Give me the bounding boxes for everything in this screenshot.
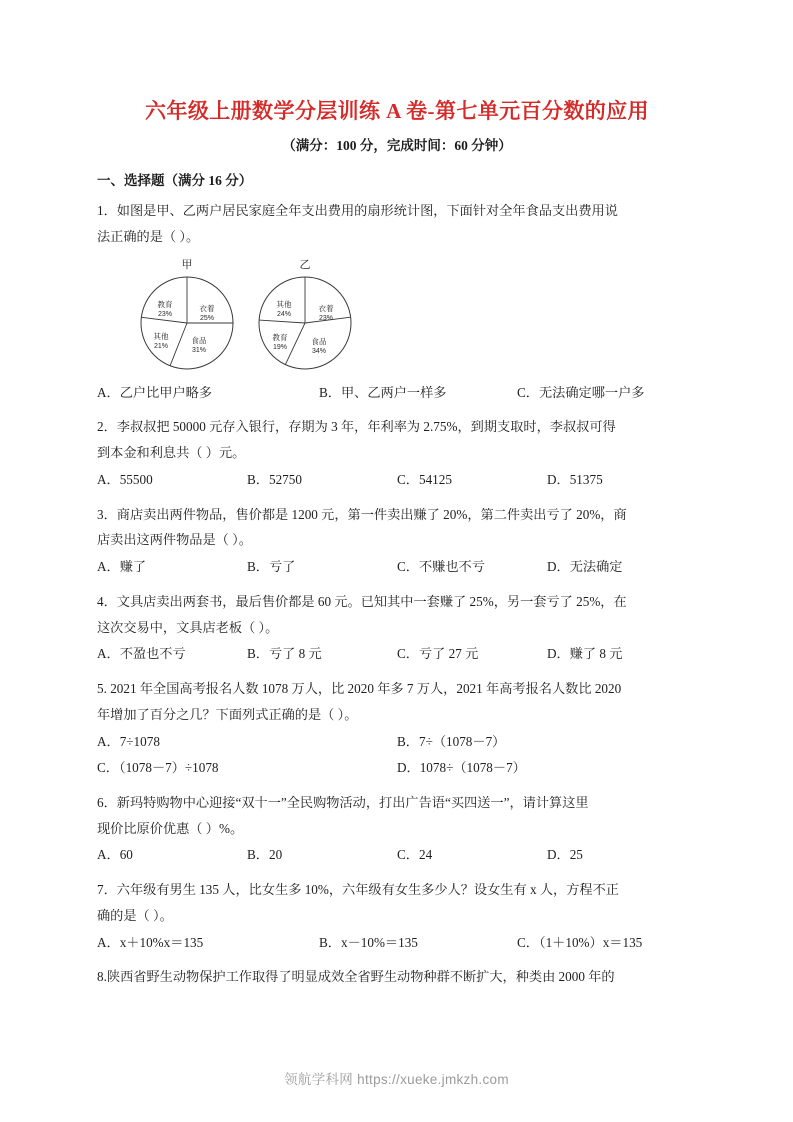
question-2-option-a[interactable]: A．55500	[97, 471, 153, 487]
question-8	[97, 964, 697, 990]
question-6	[97, 790, 697, 868]
question-4-option-d[interactable]: D．赚了 8 元	[547, 646, 623, 662]
question-4-line-1: 4．文具店卖出两套书，最后售价都是 60 元。已知其中一套赚了 25%，另一套亏了 25%，在	[97, 593, 627, 609]
question-7-line-2: 确的是（ ）。	[97, 907, 173, 923]
question-2-option-c[interactable]: C．54125	[397, 471, 452, 487]
question-3-option-b[interactable]: B．亏了	[247, 559, 296, 575]
question-5-option-d[interactable]: D．1078÷（1078－7）	[397, 760, 526, 776]
question-2	[97, 414, 697, 492]
pie-chart-yi-title: 乙	[299, 258, 311, 271]
pie-yi-slice-2-label: 教育	[272, 332, 288, 342]
question-4	[97, 589, 697, 667]
question-4-option-b[interactable]: B．亏了 8 元	[247, 646, 322, 662]
pie-jia-slice-2-value: 21%	[153, 342, 169, 350]
pie-jia-slice-3-label: 教育	[157, 299, 173, 309]
question-5-option-a[interactable]: A．7÷1078	[97, 733, 160, 749]
pie-yi-slice-1-label: 食品	[311, 336, 327, 346]
question-8-line-1: 8.陕西省野生动物保护工作取得了明显成效全省野生动物种群不断扩大，种类由 2000 年的	[97, 969, 615, 985]
question-1-option-c[interactable]: C．无法确定哪一户多	[517, 384, 645, 400]
pie-yi-slice-3-label: 其他	[276, 299, 292, 309]
question-1	[97, 198, 697, 249]
pie-chart-yi-graphic	[255, 273, 355, 373]
pie-yi-slice-1-value: 34%	[311, 347, 327, 355]
pie-jia-slice-0-label: 衣着	[199, 303, 215, 313]
pie-jia-slice-1-value: 31%	[191, 346, 207, 354]
question-5-line-1: 5. 2021 年全国高考报名人数 1078 万人，比 2020 年多 7 万人，2021 年高考报名人数比 2020	[97, 681, 622, 697]
question-3	[97, 502, 697, 580]
page-subtitle: （满分：100 分，完成时间：60 分钟）	[282, 138, 512, 154]
page-content	[97, 0, 697, 990]
pie-jia-slice-1-label: 食品	[191, 335, 207, 345]
question-6-option-b[interactable]: B．20	[247, 847, 283, 863]
question-5-line-2: 年增加了百分之几？下面列式正确的是（ ）。	[97, 706, 358, 722]
question-5	[97, 676, 697, 781]
pie-yi-slice-3-value: 24%	[276, 310, 292, 318]
footer-watermark: 领航学科网 https://xueke.jmkzh.com	[284, 1072, 509, 1087]
question-5-options-row-1	[97, 729, 697, 755]
question-3-option-c[interactable]: C．不赚也不亏	[397, 559, 485, 575]
question-4-options	[97, 641, 697, 667]
question-1-options	[97, 380, 697, 406]
pie-chart-figure	[97, 258, 697, 376]
question-7-option-c[interactable]: C．（1＋10%）x＝135	[517, 934, 643, 950]
question-1-option-a[interactable]: A．乙户比甲户略多	[97, 384, 213, 400]
question-3-options	[97, 554, 697, 580]
question-2-options	[97, 467, 697, 493]
question-2-line-2: 到本金和利息共（ ）元。	[97, 445, 246, 461]
question-1-line-2: 法正确的是（ ）。	[97, 228, 200, 244]
question-6-line-2: 现价比原价优惠（ ）%。	[97, 820, 244, 836]
question-5-option-b[interactable]: B．7÷（1078－7）	[397, 733, 506, 749]
pie-yi-slice-2-value: 19%	[272, 343, 288, 351]
pie-jia-slice-3-value: 23%	[157, 310, 173, 318]
question-1-option-b[interactable]: B．甲、乙两户一样多	[319, 384, 447, 400]
question-6-options	[97, 842, 697, 868]
question-6-line-1: 6．新玛特购物中心迎接“双十一”全民购物活动，打出广告语“买四送一”，请计算这里	[97, 795, 589, 810]
pie-jia-slice-2-label: 其他	[153, 331, 169, 341]
question-3-line-1: 3．商店卖出两件物品，售价都是 1200 元，第一件卖出赚了 20%，第二件卖出亏了 20%，商	[97, 506, 627, 522]
question-6-option-d[interactable]: D．25	[547, 847, 583, 863]
pie-yi-slice-0-value: 23%	[318, 314, 334, 322]
question-4-option-a[interactable]: A．不盈也不亏	[97, 646, 186, 662]
question-3-line-2: 店卖出这两件物品是（ ）。	[97, 532, 252, 548]
question-6-option-c[interactable]: C．24	[397, 847, 433, 863]
question-2-option-b[interactable]: B．52750	[247, 471, 302, 487]
pie-jia-slice-0-value: 25%	[199, 314, 215, 322]
pie-chart-jia-title: 甲	[181, 258, 193, 271]
question-7	[97, 877, 697, 955]
question-3-option-d[interactable]: D．无法确定	[547, 559, 623, 575]
question-7-options	[97, 930, 697, 956]
question-3-option-a[interactable]: A．赚了	[97, 559, 147, 575]
pie-yi-slice-0-label: 衣着	[318, 303, 334, 313]
question-7-line-1: 7．六年级有男生 135 人，比女生多 10%，六年级有女生多少人？设女生有 x 人，方程不正	[97, 882, 619, 898]
question-4-line-2: 这次交易中，文具店老板（ ）。	[97, 619, 279, 635]
pie-chart-jia-graphic	[137, 273, 237, 373]
page-title: 六年级上册数学分层训练 A 卷-第七单元百分数的应用	[145, 99, 649, 123]
question-1-line-1: 1．如图是甲、乙两户居民家庭全年支出费用的扇形统计图，下面针对全年食品支出费用说	[97, 203, 618, 219]
pie-chart-jia	[137, 258, 237, 373]
section-heading-choice: 一、选择题（满分 16 分）	[97, 173, 253, 189]
question-2-line-1: 2．李叔叔把 50000 元存入银行，存期为 3 年，年利率为 2.75%，到期支取时，李叔叔可得	[97, 419, 616, 435]
pie-chart-yi	[255, 258, 355, 373]
question-6-option-a[interactable]: A．60	[97, 847, 133, 863]
question-7-option-b[interactable]: B．x－10%＝135	[319, 934, 418, 950]
question-7-option-a[interactable]: A．x＋10%x＝135	[97, 934, 204, 950]
question-5-option-c[interactable]: C．（1078－7）÷1078	[97, 760, 219, 776]
question-4-option-c[interactable]: C．亏了 27 元	[397, 646, 479, 662]
question-2-option-d[interactable]: D．51375	[547, 471, 603, 487]
question-5-options-row-2	[97, 755, 697, 781]
